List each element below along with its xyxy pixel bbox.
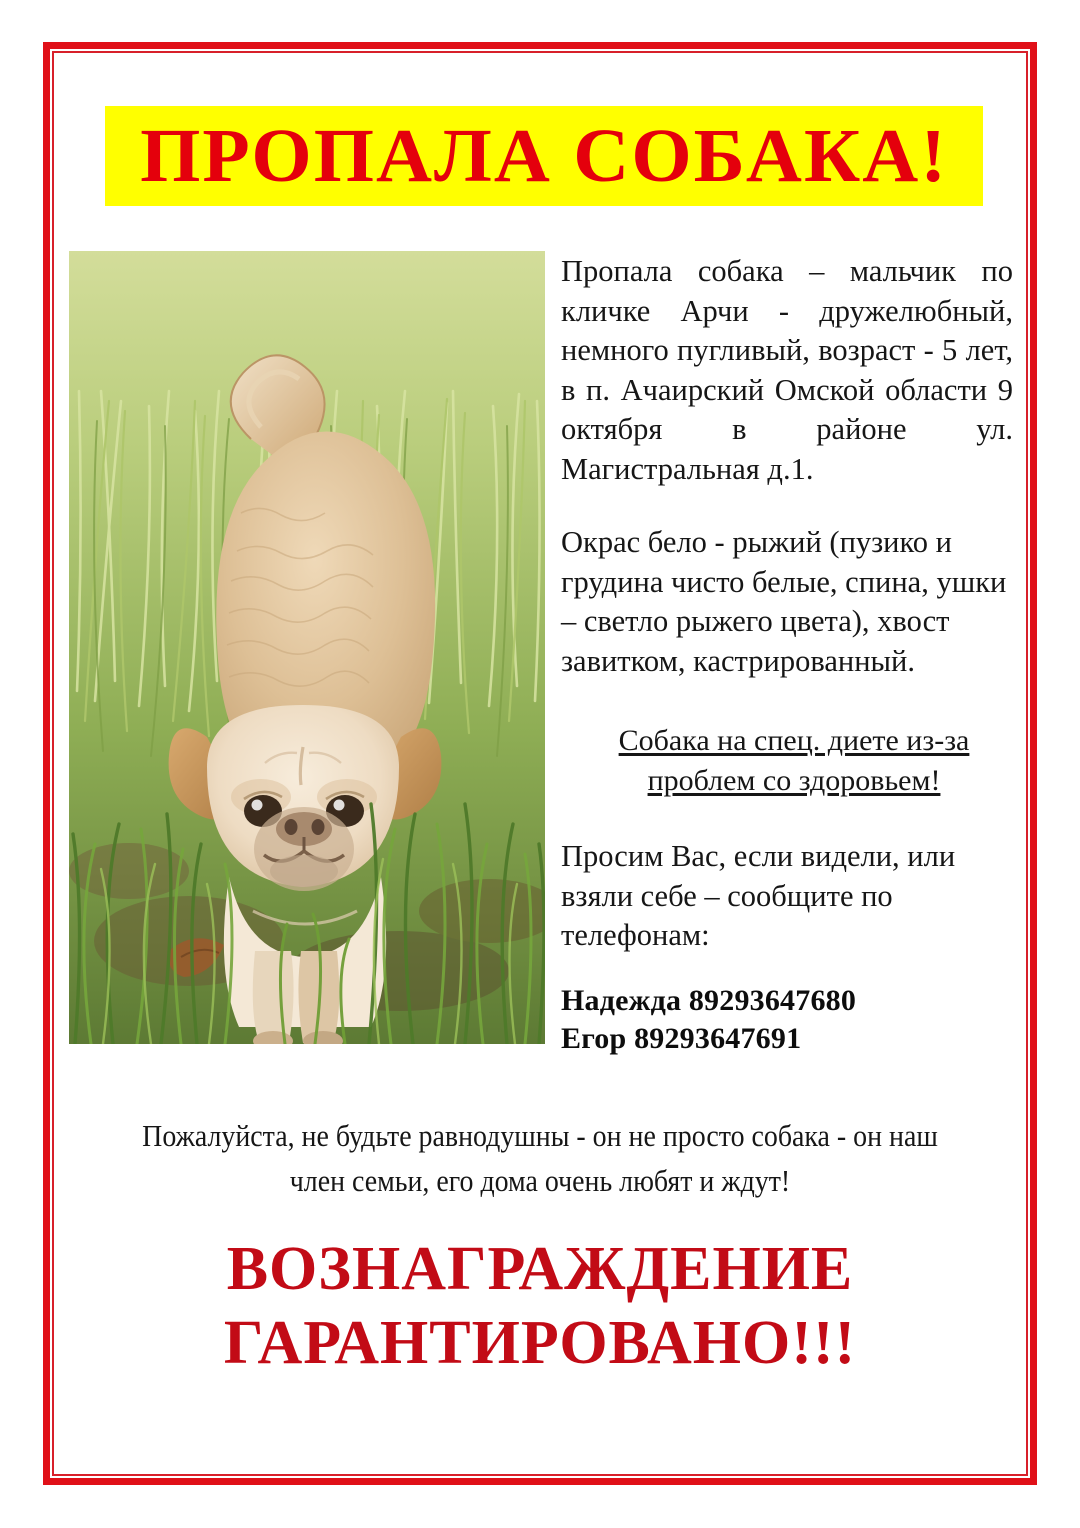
title-banner [105,106,983,206]
contact-phone-2[interactable]: Егор 89293647691 [561,1021,802,1055]
description-paragraph-2: Окрас бело - рыжий (пузико и грудина чисто белые, спина, ушки – светло рыжего цвета), хвост завитком, кастрированный. [561,525,1007,678]
spacer [561,956,1013,982]
description-column [561,252,1013,1058]
dog-photo-illustration [69,251,545,1044]
plea-text [117,1113,963,1203]
diet-notice [561,721,1013,801]
page-title: ПРОПАЛА СОБАКА! [140,114,948,198]
plea-line-1: Пожалуйста, не будьте равнодушны - он не просто собака - он наш [142,1118,938,1153]
description-paragraph-1: Пропала собака – мальчик по кличке Арчи - дружелюбный, немного пугливый, возраст - 5 лет, в п. Ачаирский Омской области 9 октября в районе ул. Магистральная д.1. [561,254,1013,486]
reward-notice [70,1232,1010,1380]
contact-phone-1[interactable]: Надежда 89293647680 [561,983,857,1017]
spacer [561,801,1013,837]
reward-line-1: ВОЗНАГРАЖДЕНИЕ [226,1235,854,1303]
diet-notice-text: Собака на спец. диете из-за проблем со здоровьем! [618,724,970,797]
plea-line-2: член семьи, его дома очень любят и ждут! [289,1163,791,1198]
spacer [561,681,1013,721]
reward-line-2: ГАРАНТИРОВАНО!!! [223,1309,857,1377]
description-paragraph-3: Просим Вас, если видели, или взяли себе – сообщите по телефонам: [561,839,956,952]
dog-photo [69,251,545,1044]
spacer [561,489,1013,523]
